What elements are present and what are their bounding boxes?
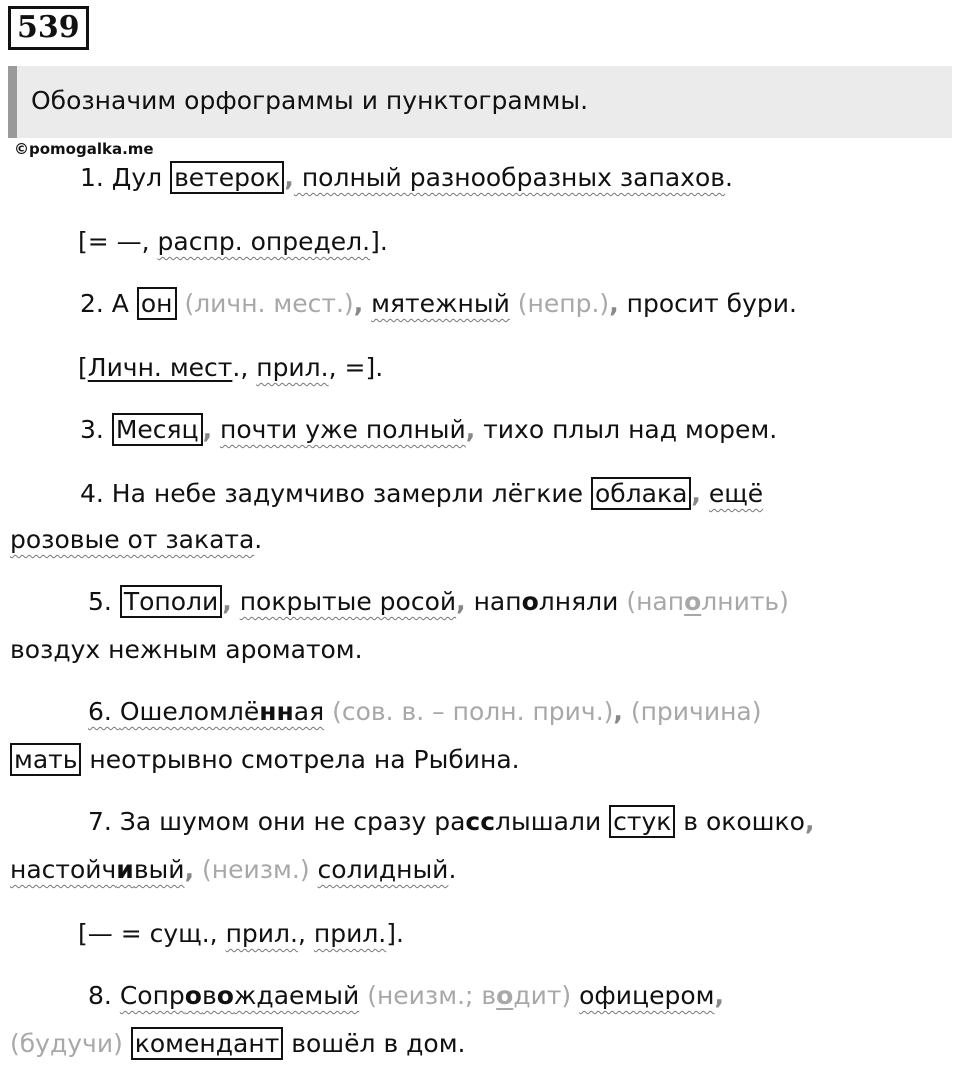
sentence-5-cont: воздух нежным ароматом. bbox=[10, 635, 363, 664]
scheme-2: [Личн. мест., прил., =]. bbox=[78, 353, 384, 382]
task-number: 539 bbox=[8, 6, 89, 50]
sentence-2: 2. А он (личн. мест.), мятежный (непр.), просит бури. bbox=[80, 289, 797, 318]
scheme-7: [— = сущ., прил., прил.]. bbox=[78, 919, 404, 948]
subject-box: Тополи bbox=[120, 585, 222, 618]
watermark: ©pomogalka.me bbox=[14, 140, 154, 158]
object-box: стук bbox=[609, 805, 675, 838]
sentence-5: 5. Тополи , покрытые росой, наполняли (наполнить) bbox=[88, 587, 789, 616]
sentence-6-cont: мать неотрывно смотрела на Рыбина. bbox=[10, 744, 520, 776]
subject-box: ветерок bbox=[170, 161, 284, 194]
instruction-banner bbox=[8, 66, 952, 138]
sentence-3: 3. Месяц , почти уже полный, тихо плыл над морем. bbox=[80, 415, 778, 444]
subject-box: комендант bbox=[131, 1027, 284, 1060]
instruction-text: Обозначим орфограммы и пунктограммы. bbox=[31, 86, 589, 115]
subject-box: мать bbox=[10, 743, 81, 776]
sentence-4-cont: розовые от заката. bbox=[10, 525, 263, 554]
sentence-4: 4. На небе задумчиво замерли лёгкие облака , ещё bbox=[80, 479, 764, 508]
subject-box: Месяц bbox=[112, 413, 203, 446]
sentence-6: 6. Ошеломлённая (сов. в. – полн. прич.), (причина) bbox=[88, 697, 762, 726]
subject-box: он bbox=[137, 287, 177, 320]
sentence-8-cont: (будучи) комендант вошёл в дом. bbox=[10, 1029, 466, 1058]
subject-box: облака bbox=[591, 477, 691, 510]
sentence-1: 1. Дул ветерок , полный разнообразных запахов. bbox=[80, 163, 733, 192]
sentence-8: 8. Сопровождаемый (неизм.; водит) офицером, bbox=[88, 981, 724, 1010]
scheme-1: [= —, распр. определ.]. bbox=[78, 227, 388, 256]
sentence-7: 7. За шумом они не сразу расслышали стук в окошко, bbox=[88, 807, 815, 836]
sentence-7-cont: настойчивый, (неизм.) солидный. bbox=[10, 855, 457, 884]
